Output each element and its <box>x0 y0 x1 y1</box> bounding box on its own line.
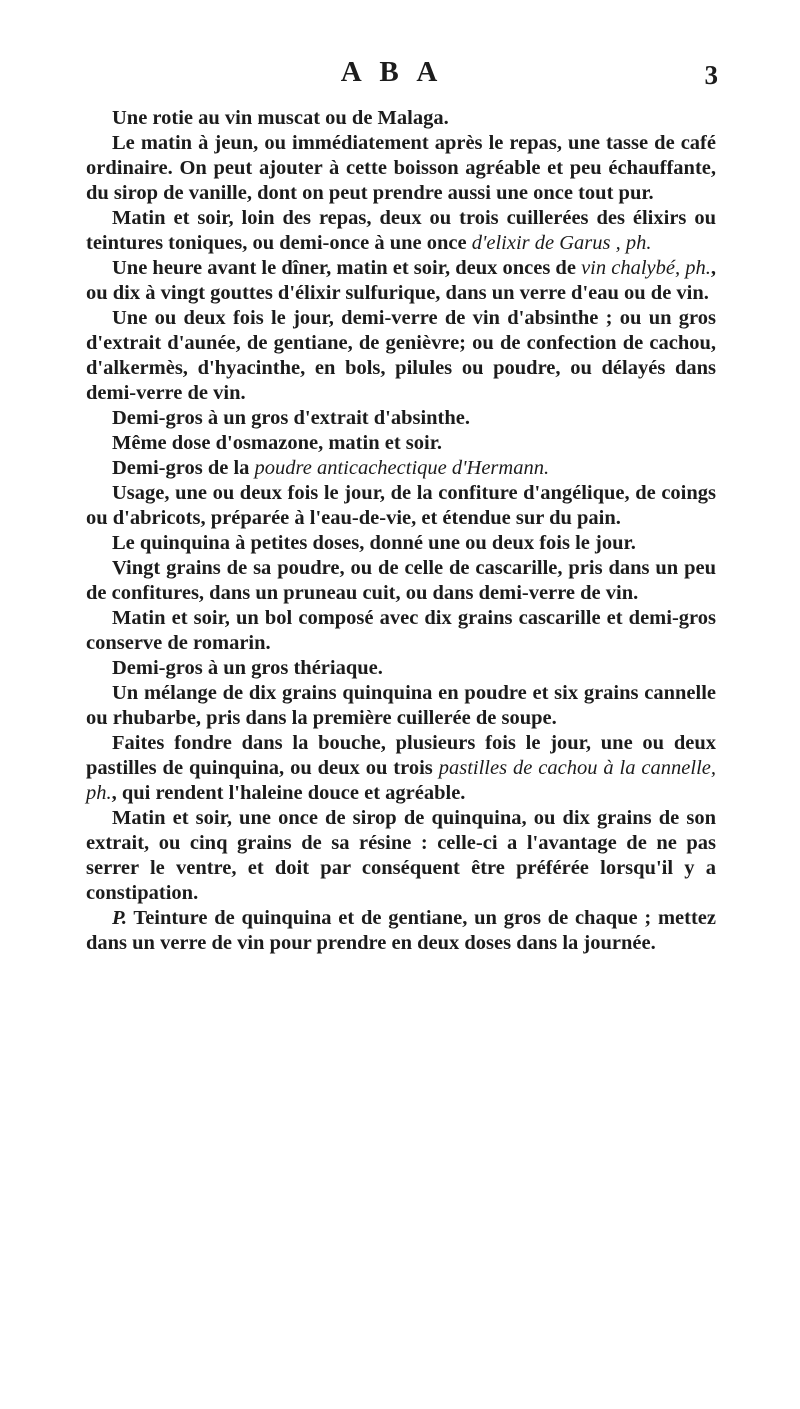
paragraph-text: Vingt grains de sa poudre, ou de celle de cascarille, pris dans un peu de confitures, dans un pruneau cuit, ou dans demi-verre de vin. <box>86 557 716 604</box>
paragraph-theriaque <box>86 656 716 681</box>
paragraph-poudre-hermann <box>86 456 716 481</box>
paragraph-quinquina <box>86 531 716 556</box>
paragraph-text: Une heure avant le dîner, matin et soir, deux onces de <box>112 257 582 279</box>
paragraph-extrait-absinthe <box>86 406 716 431</box>
paragraph-vingt-grains <box>86 556 716 606</box>
paragraph-confiture <box>86 481 716 531</box>
paragraph-sirop-quinquina <box>86 806 716 906</box>
paragraph-text: Demi-gros de la <box>112 457 255 479</box>
paragraph-osmazone <box>86 431 716 456</box>
paragraph-text: , qui rendent l'haleine douce et agréable. <box>111 782 466 804</box>
paragraph-bol <box>86 606 716 656</box>
prescription-label: P. <box>112 907 128 929</box>
italic-term: poudre anticachectique d'Hermann. <box>254 457 550 479</box>
paragraph-text: Le quinquina à petites doses, donné une ou deux fois le jour. <box>112 532 636 554</box>
paragraph-text: Demi-gros à un gros d'extrait d'absinthe. <box>112 407 471 429</box>
paragraph-absinthe <box>86 306 716 406</box>
running-head: A B A <box>340 56 444 88</box>
page-header <box>86 56 716 106</box>
paragraph-melange <box>86 681 716 731</box>
paragraph-text: Une rotie au vin muscat ou de Malaga. <box>112 107 449 129</box>
paragraph-teinture <box>86 906 716 956</box>
paragraph-rotie <box>86 106 716 131</box>
paragraph-pastilles <box>86 731 716 806</box>
paragraph-text: Demi-gros à un gros thériaque. <box>112 657 383 679</box>
body-text <box>86 106 716 956</box>
paragraph-cafe <box>86 131 716 206</box>
paragraph-text: Teinture de quinquina et de gentiane, un gros de chaque ; mettez dans un verre de vin pour prendre en deux doses dans la journée. <box>86 907 716 954</box>
paragraph-text: Un mélange de dix grains quinquina en poudre et six grains cannelle ou rhubarbe, pris dans la première cuillerée de soupe. <box>86 682 716 729</box>
paragraph-text: Matin et soir, un bol composé avec dix grains cascarille et demi-gros conserve de romarin. <box>86 607 716 654</box>
paragraph-vin-chalybe <box>86 256 716 306</box>
paragraph-text: Même dose d'osmazone, matin et soir. <box>112 432 443 454</box>
paragraph-text: Une ou deux fois le jour, demi-verre de vin d'absinthe ; ou un gros d'extrait d'aunée, de gentiane, de genièvre; ou de confection de cachou, d'alkermès, d'hyacinthe, en bols, pilules ou poudre, ou délayés dans demi-verre de vin. <box>86 307 716 404</box>
italic-term: pastilles de cachou à la cannelle, ph. <box>86 757 716 804</box>
paragraph-text: Matin et soir, loin des repas, deux ou trois cuillerées des élixirs ou teintures toniques, ou demi-once à une once <box>86 207 716 254</box>
paragraph-text: , ou dix à vingt gouttes d'élixir sulfurique, dans un verre d'eau ou de vin. <box>86 257 716 304</box>
paragraph-text: Faites fondre dans la bouche, plusieurs fois le jour, une ou deux pastilles de quinquina, ou deux ou trois <box>86 732 716 779</box>
italic-term: vin chalybé, ph. <box>581 257 711 279</box>
page-number: 3 <box>704 60 718 90</box>
italic-term: d'elixir de Garus , ph. <box>471 232 652 254</box>
paragraph-text: Matin et soir, une once de sirop de quinquina, ou dix grains de son extrait, ou cinq grains de sa résine : celle-ci a l'avantage de ne pas serrer le ventre, et doit par conséquent être préférée lorsqu'il y a constipation. <box>86 807 716 904</box>
paragraph-text: Usage, une ou deux fois le jour, de la confiture d'angélique, de coings ou d'abricots, préparée à l'eau-de-vie, et étendue sur du pain. <box>86 482 716 529</box>
paragraph-text: Le matin à jeun, ou immédiatement après le repas, une tasse de café ordinaire. On peut ajouter à cette boisson agréable et peu échauffante, du sirop de vanille, dont on peut prendre aussi une once tout pur. <box>86 132 716 204</box>
paragraph-elixirs <box>86 206 716 256</box>
